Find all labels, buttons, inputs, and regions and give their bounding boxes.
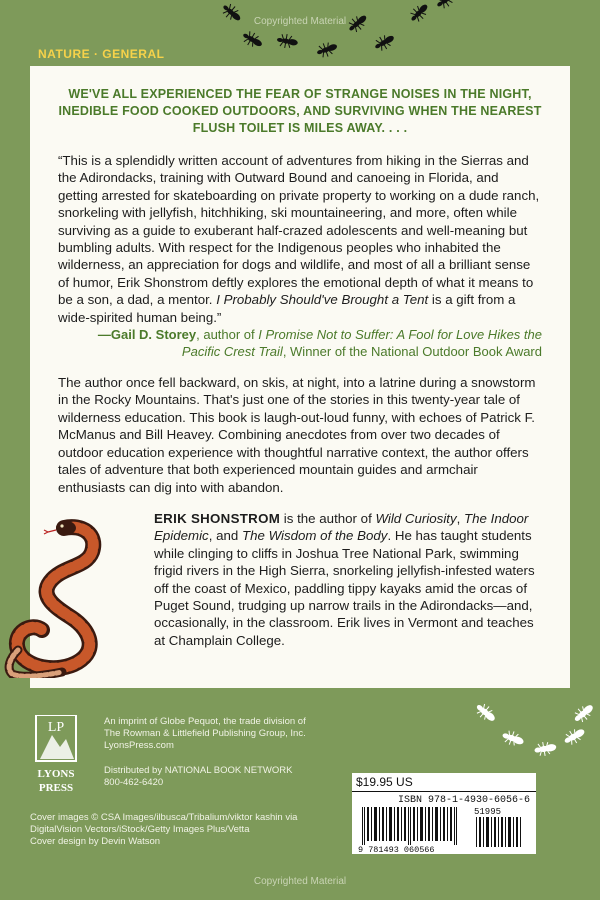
attribution-award: , Winner of the National Outdoor Book Award [282, 344, 542, 360]
credits-line-1: Cover images © CSA Images/ilbusca/Tribalium/viktor kashin via [30, 812, 298, 823]
bio-rest: . He has taught students while clinging to cliffs in Joshua Tree National Park, swimming frigid rivers in the High Sierra, snorkeling jellyfish-infested waters off the coast of Mexico, paddling tippy kayaks amid the orcas of Puget Sound, trudging up narrow trails in the Adirondacks—and, occasionally, in the classroom. Erik lives in Vermont and teaches at Champlain College. [154, 528, 535, 648]
attribution-book: I Promise Not to Suffer: A Fool for Love Hikes the Pacific Crest Trail [181, 327, 542, 360]
quote-text: “This is a splendidly written account of adventures from hiking in the Sierras and the Adirondacks, training with Outward Bound and canoeing in Florida, and getting arrested for skateboarding on private property to working on a dude ranch, snorkeling with jellyfish, hitchhiking, ski mountaineering, and more, often while surviving as a guide to exuberant half-crazed adolescents and well-meaning but bumbling adults. With respect for the Indigenous peoples who inhabited the wilderness, an appreciation for dogs and wildlife, and most of all a brilliant sense of humor, Erik Shonstrom deftly explores the emotional depth of what it means to be a son, a dad, a mentor. [58, 153, 540, 308]
bio-sep1: , [456, 510, 461, 526]
text-panel [30, 66, 570, 688]
author-bio [58, 510, 542, 649]
credits-line-2: DigitalVision Vectors/iStock/Getty Images Plus/Vetta [30, 824, 250, 835]
imprint-line-2: The Rowman & Littlefield Publishing Group, Inc. [104, 728, 306, 739]
barcode-digits: 9 781493 060566 [358, 845, 435, 853]
bio-intro: is the author of [283, 510, 372, 526]
publisher-info [104, 716, 306, 789]
attribution-dash: — [97, 327, 111, 343]
ean-barcode-icon [356, 807, 468, 853]
book-description: The author once fell backward, on skis, at night, into a latrine during a snowstorm in the Rocky Mountains. That's just one of the stories in this twenty-year tale of wilderness education. This book is laugh-out-loud funny, with echoes of Patrick F. McManus and Bill Heavey. Combining anecdotes from over two decades of outdoor education experience with thoughtful narrative context, the author offers tales of adventure that both experienced mountain guides and armchair enthusiasts can dig into with abandon. [58, 375, 536, 495]
bio-sep2: , and [208, 528, 239, 544]
lyons-press-logo-icon [30, 715, 92, 807]
credits-line-3: Cover design by Devin Watson [30, 836, 161, 847]
headline: WE'VE ALL EXPERIENCED THE FEAR OF STRANGE NOISES IN THE NIGHT, INEDIBLE FOOD COOKED OUTDOORS, AND SURVIVING WHEN THE NEAREST FLUSH TOILET IS MILES AWAY. . . . [58, 87, 542, 135]
bio-book2: The Indoor Epidemic [154, 510, 529, 544]
logo-lp: LP [47, 720, 65, 735]
addon-digits: 51995 [474, 807, 502, 817]
quote-book-title: I Probably Should've Brought a Tent [216, 292, 429, 308]
price-addon-code [474, 807, 528, 850]
logo-press: PRESS [38, 782, 74, 794]
genre-label: NATURE · GENERAL [38, 47, 165, 61]
imprint-line-1: An imprint of Globe Pequot, the trade division of [104, 716, 306, 727]
bio-book1: Wild Curiosity [375, 510, 457, 526]
addon-barcode-icon [474, 817, 528, 847]
copyright-watermark-bottom: Copyrighted Material [253, 876, 347, 887]
bio-book3: The Wisdom of the Body [241, 528, 388, 544]
price-label: $19.95 US [356, 775, 413, 789]
snake-illustration-icon [2, 518, 126, 678]
cover-credits [30, 812, 297, 848]
barcode-box [352, 773, 536, 854]
imprint-line-3: LyonsPress.com [104, 740, 174, 751]
distributor-line-1: Distributed by NATIONAL BOOK NETWORK [104, 765, 293, 776]
attribution-author: Gail D. Storey [110, 327, 197, 343]
author-name: ERIK SHONSTROM [154, 510, 281, 526]
price-divider [352, 791, 536, 792]
quote-tail: is a gift from a wide-spirited human being.” [58, 292, 516, 325]
ant-trail-bottom-icon [460, 690, 600, 770]
isbn-label: ISBN 978-1-4930-6056-6 [398, 795, 531, 806]
attribution-of: , author of [196, 327, 255, 343]
copyright-watermark-top: Copyrighted Material [253, 16, 347, 27]
logo-lyons: LYONS [37, 768, 75, 780]
endorsement-attribution [58, 326, 542, 360]
endorsement-quote [58, 152, 542, 326]
distributor-line-2: 800-462-6420 [104, 777, 164, 788]
